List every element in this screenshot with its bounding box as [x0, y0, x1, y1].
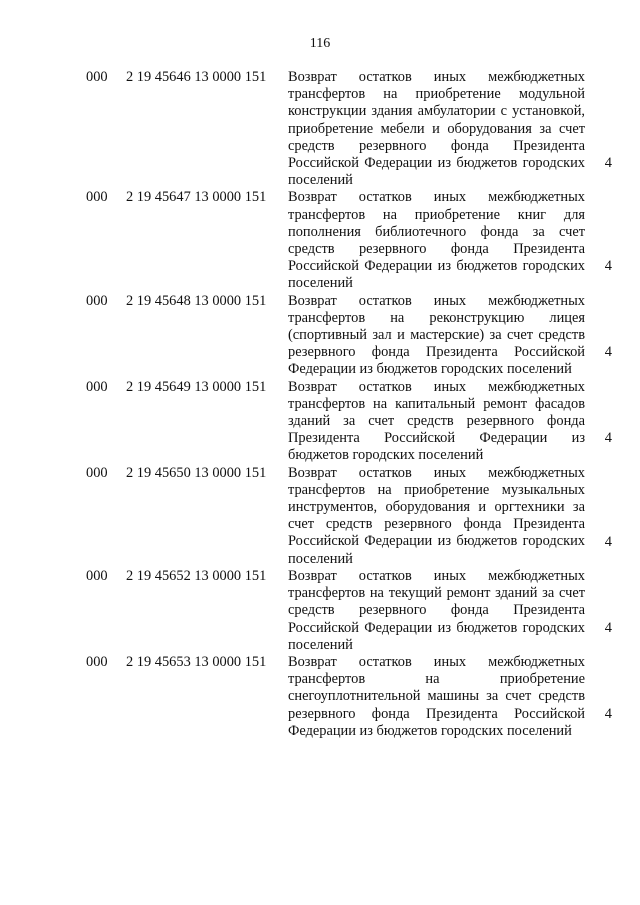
description-cell: Возврат остатков иных межбюджетных трансфертов на приобретение снегоуплотнительной машины за счет средств резервного фонда Президента Российской Федерации из бюджетов городских поселений [288, 653, 585, 739]
admin-code-cell: 000 [86, 292, 108, 309]
value-cell: 4 [604, 533, 612, 550]
admin-code-cell: 000 [86, 378, 108, 395]
value-cell: 4 [604, 619, 612, 636]
table-row [86, 189, 616, 292]
admin-code-cell: 000 [86, 189, 108, 206]
value-cell: 4 [604, 430, 612, 447]
table-row [86, 379, 616, 465]
description-cell: Возврат остатков иных межбюджетных трансфертов на приобретение модульной конструкции здания амбулатории с установкой, приобретение мебели и оборудования за счет средств резервного фонда Президента Российской Федерации из бюджетов городских поселений [288, 69, 585, 189]
table-row [86, 654, 616, 740]
budget-code-cell: 2 19 45652 13 0000 151 [126, 567, 267, 584]
description-cell: Возврат остатков иных межбюджетных трансфертов на реконструкцию лицея (спортивный зал и мастерские) за счет средств резервного фонда Президента Российской Федерации из бюджетов городских поселений [288, 292, 585, 378]
table-row [86, 69, 616, 189]
table-row [86, 465, 616, 568]
table-row [86, 568, 616, 654]
description-cell: Возврат остатков иных межбюджетных трансфертов на текущий ремонт зданий за счет средств резервного фонда Президента Российской Федерации из бюджетов городских поселений [288, 567, 585, 653]
budget-code-cell: 2 19 45649 13 0000 151 [126, 378, 267, 395]
budget-code-table [86, 69, 616, 740]
budget-code-cell: 2 19 45650 13 0000 151 [126, 464, 267, 481]
budget-code-cell: 2 19 45653 13 0000 151 [126, 653, 267, 670]
description-cell: Возврат остатков иных межбюджетных трансфертов на приобретение музыкальных инструментов, оборудования и оргтехники за счет средств резервного фонда Президента Российской Федерации из бюджетов городских поселений [288, 464, 585, 567]
budget-code-cell: 2 19 45646 13 0000 151 [126, 69, 267, 85]
description-cell: Возврат остатков иных межбюджетных трансфертов на приобретение книг для пополнения библиотечного фонда за счет средств резервного фонда Президента Российской Федерации из бюджетов городских поселений [288, 189, 585, 292]
table-row [86, 293, 616, 379]
admin-code-cell: 000 [86, 653, 108, 670]
admin-code-cell: 000 [86, 464, 108, 481]
value-cell: 4 [604, 705, 612, 722]
admin-code-cell: 000 [86, 567, 108, 584]
value-cell: 4 [604, 258, 612, 275]
value-cell: 4 [604, 344, 612, 361]
description-cell: Возврат остатков иных межбюджетных трансфертов на капитальный ремонт фасадов зданий за счет средств резервного фонда Президента Российской Федерации из бюджетов городских поселений [288, 378, 585, 464]
page-number: 116 [309, 36, 331, 51]
budget-code-cell: 2 19 45647 13 0000 151 [126, 189, 267, 206]
budget-code-cell: 2 19 45648 13 0000 151 [126, 292, 267, 309]
admin-code-cell: 000 [86, 69, 108, 85]
value-cell: 4 [604, 155, 612, 172]
